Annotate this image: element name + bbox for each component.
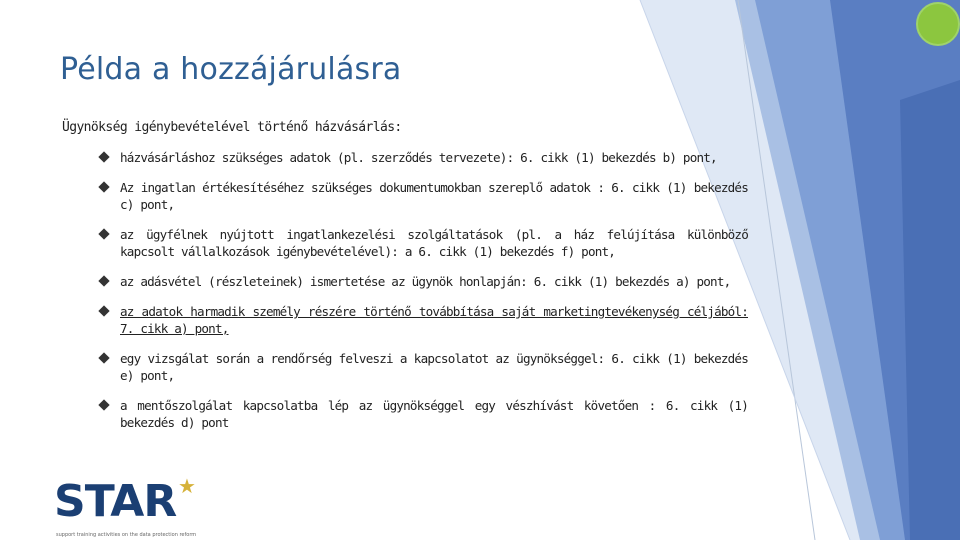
list-item-text: házvásárláshoz szükséges adatok (pl. szerződés tervezete): 6. cikk (1) bekezdés b) pont, <box>120 150 717 165</box>
list-item-text: egy vizsgálat során a rendőrség felveszi a kapcsolatot az ügynökséggel: 6. cikk (1) bekezdés e) pont, <box>120 351 748 383</box>
star-icon: ★ <box>178 474 196 498</box>
intro-text: Ügynökség igénybevételével történő házvásárlás: <box>62 120 402 135</box>
list-item <box>100 226 748 260</box>
logo-subtitle: support training activities on the data protection reform <box>56 532 197 538</box>
slide-title: Példa a hozzájárulásra <box>60 52 402 87</box>
list-item <box>100 350 748 384</box>
logo-wordmark: STAR <box>54 476 177 527</box>
list-item-text: a mentőszolgálat kapcsolatba lép az ügynökséggel egy vészhívást követően : 6. cikk (1) bekezdés d) pont <box>120 398 748 430</box>
dark-blue-panel <box>900 80 960 540</box>
list-item-text: az adásvétel (részleteinek) ismertetése az ügynök honlapján: 6. cikk (1) bekezdés a) pont, <box>120 274 731 289</box>
bullet-list <box>100 149 748 431</box>
list-item <box>100 149 748 166</box>
diamond-bullet-icon <box>98 275 109 286</box>
list-item-text: az adatok harmadik személy részére történő továbbítása saját marketingtevékenység céljából: 7. cikk a) pont, <box>120 304 748 336</box>
list-item <box>100 397 748 431</box>
list-item-text: Az ingatlan értékesítéséhez szükséges dokumentumokban szereplő adatok : 6. cikk (1) bekezdés c) pont, <box>120 180 748 212</box>
star-logo <box>54 474 197 538</box>
list-item <box>100 303 748 337</box>
list-item-text: az ügyfélnek nyújtott ingatlankezelési szolgáltatások (pl. a ház felújítása különböző kapcsolt vállalkozások igénybevételével): a 6. cikk (1) bekezdés f) pont, <box>120 227 748 259</box>
list-item <box>100 273 748 290</box>
diamond-bullet-icon <box>98 151 109 162</box>
diamond-bullet-icon <box>98 399 109 410</box>
list-item <box>100 179 748 213</box>
green-circle <box>917 3 959 45</box>
diamond-bullet-icon <box>98 181 109 192</box>
diamond-bullet-icon <box>98 352 109 363</box>
diamond-bullet-icon <box>98 228 109 239</box>
diamond-bullet-icon <box>98 305 109 316</box>
